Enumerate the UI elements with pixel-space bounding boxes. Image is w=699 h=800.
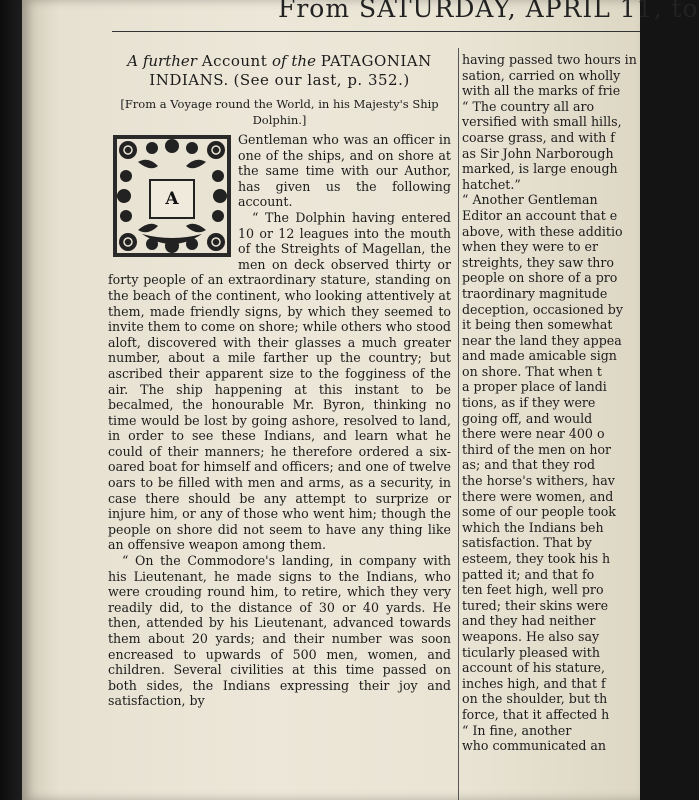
column-divider <box>458 48 459 800</box>
page-edge-shadow <box>0 0 22 800</box>
article-paragraph: “ On the Commodore's landing, in company with his Lieutenant, he made signs to the Indians, who were crouding round him, to retire, which they very readily did, to the distance of 30 or 40 yards. He then, attended by his Lieutenant, advanced towards them about 20 yards; and their number was soon encreased to upwards of 500 men, women, and children. Several civilities at this time passed on both sides, the Indians expressing their joy and satisfaction, by <box>108 553 451 709</box>
next-column-line: ten feet high, well pro <box>462 582 604 598</box>
next-column-line: hatchet.” <box>462 176 521 192</box>
next-column-line: the horse's withers, hav <box>462 473 615 489</box>
article-body <box>108 132 451 709</box>
next-column-line: it being then somewhat <box>462 317 613 333</box>
next-column-line: Editor an account that e <box>462 207 618 223</box>
next-column-line: patted it; and that fo <box>462 566 595 582</box>
title-italic-a: A further <box>127 52 197 70</box>
next-column-line: satisfaction. That by <box>462 535 592 551</box>
next-column-line: versified with small hills, <box>462 114 622 130</box>
next-column-line: with all the marks of frie <box>462 83 621 99</box>
drop-cap-letter: A <box>165 189 179 209</box>
next-column-line: who communicated an <box>462 738 607 754</box>
next-column <box>462 52 662 754</box>
masthead-date-line: From SATURDAY, APRIL 11, to <box>278 0 699 23</box>
next-column-line: a proper place of landi <box>462 379 607 395</box>
next-column-line: as; and that they rod <box>462 457 596 473</box>
masthead-rule <box>112 31 640 32</box>
article-column <box>108 52 451 709</box>
next-column-line: force, that it affected h <box>462 706 610 722</box>
title-reference: (See our last, p. 352.) <box>233 71 410 89</box>
title-caps-a: Account <box>201 52 268 70</box>
article-title <box>108 52 451 90</box>
next-column-line: “ The country all aro <box>462 98 595 114</box>
article-paragraph: Gentleman who was an officer in one of the ships, and on shore at the same time with our Author, has given us the following account. <box>238 132 451 210</box>
next-column-line: streights, they saw thro <box>462 254 614 270</box>
article-paragraph: “ The Dolphin having entered 10 or 12 leagues into the mouth of the Streights of Magellan, the men on deck observed thirty or forty people of an extraordinary stature, standing on the beach of the continent, who looking attentively at them, made friendly signs, by which they seemed to invite them to come on shore; while others who stood aloft, discovered with their glasses a much greater number, about a mile farther up the country; but ascribed their apparent size to the fogginess of the air. The ship happening at this instant to be becalmed, the honourable Mr. Byron, thinking no time would be lost by going ashore, resolved to land, in order to see these Indians, and learn what he could of their manners; he therefore ordered a six-oared boat for himself and officers; and one of twelve oars to be filled with men and arms, as a security, in case there should be any attempt to surprize or injure him, or any of those who went him; though the people on shore did not seem to have any thing like an offensive weapon among them. <box>108 209 451 553</box>
next-column-line: on shore. That when t <box>462 363 602 379</box>
next-column-line: inches high, and that f <box>462 675 606 691</box>
next-column-line: traordinary magnitude <box>462 285 608 301</box>
title-caps-b: PATAGONIAN INDIANS. <box>149 52 432 89</box>
next-column-line: ticularly pleased with <box>462 644 600 660</box>
next-column-line: on the shoulder, but th <box>462 691 608 707</box>
next-column-line: there were women, and <box>462 488 614 504</box>
next-column-line: going off, and would <box>462 410 593 426</box>
next-column-line: having passed two hours in <box>462 52 637 67</box>
next-column-line: people on shore of a pro <box>462 270 618 286</box>
next-column-line: and made amicable sign <box>462 348 617 364</box>
next-column-line: when they were to er <box>462 239 599 255</box>
next-column-line: sation, carried on wholly <box>462 67 621 83</box>
next-column-line: which the Indians beh <box>462 519 604 535</box>
next-column-line: “ In fine, another <box>462 722 572 738</box>
next-column-line: near the land they appea <box>462 332 622 348</box>
next-column-line: tured; their skins were <box>462 597 609 613</box>
next-column-line: weapons. He also say <box>462 628 600 644</box>
ornamental-drop-cap <box>112 134 232 258</box>
title-italic-b: of the <box>272 52 316 70</box>
next-column-line: above, with these additio <box>462 223 623 239</box>
next-column-line: and they had neither <box>462 613 596 629</box>
next-column-line: tions, as if they were <box>462 395 596 411</box>
next-column-line: marked, is large enough <box>462 161 618 177</box>
next-column-line: “ Another Gentleman <box>462 192 598 208</box>
article-subtitle: [From a Voyage round the World, in his Majesty's Ship Dolphin.] <box>120 97 439 127</box>
next-column-line: account of his stature, <box>462 660 606 676</box>
next-column-line: as Sir John Narborough <box>462 145 614 161</box>
next-column-line: esteem, they took his h <box>462 551 611 566</box>
next-column-line: there were near 400 o <box>462 426 605 442</box>
next-column-line: deception, occasioned by <box>462 301 623 317</box>
next-column-line: coarse grass, and with f <box>462 129 615 145</box>
next-column-line: some of our people took <box>462 504 616 520</box>
next-column-line: third of the men on hor <box>462 441 612 457</box>
